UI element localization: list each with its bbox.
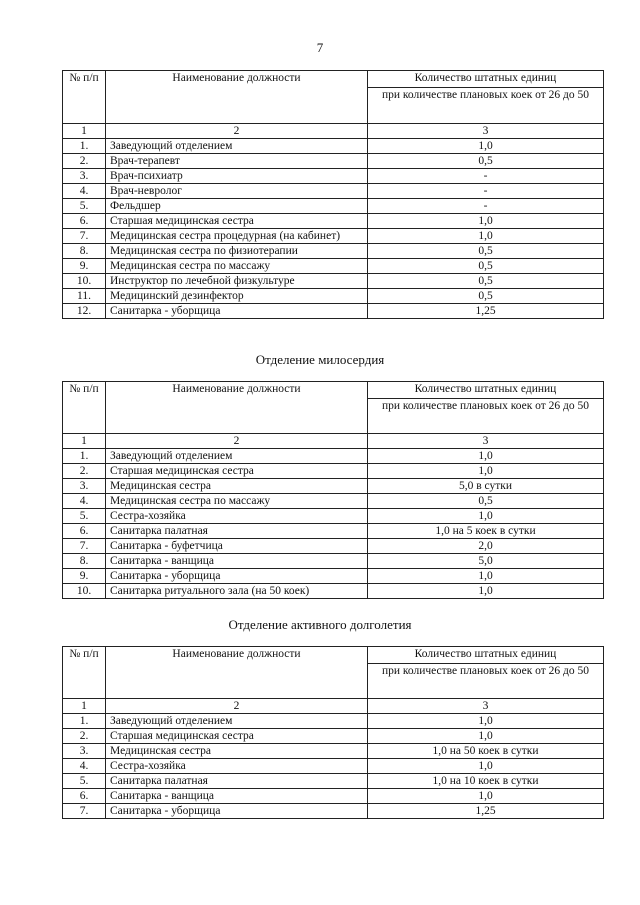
position-name: Медицинская сестра по массажу — [106, 494, 368, 509]
position-name: Санитарка палатная — [106, 524, 368, 539]
table-row — [63, 554, 604, 569]
table-row — [63, 214, 604, 229]
row-number: 5. — [63, 199, 106, 214]
position-name: Медицинская сестра процедурная (на кабинет) — [106, 229, 368, 244]
col-index-3: 3 — [368, 434, 604, 449]
col-index-2: 2 — [106, 699, 368, 714]
staff-quantity: 1,0 на 10 коек в сутки — [368, 774, 604, 789]
header-beds: при количестве плановых коек от 26 до 50 — [368, 399, 604, 434]
staffing-table-3 — [62, 646, 604, 819]
row-number: 10. — [63, 584, 106, 599]
table-row — [63, 464, 604, 479]
staff-quantity: - — [368, 184, 604, 199]
row-number: 7. — [63, 539, 106, 554]
table-row — [63, 714, 604, 729]
row-number: 6. — [63, 524, 106, 539]
col-index-3: 3 — [368, 699, 604, 714]
staffing-table-2 — [62, 381, 604, 599]
table-row — [63, 169, 604, 184]
staff-quantity: 1,0 — [368, 449, 604, 464]
staff-quantity: 0,5 — [368, 494, 604, 509]
col-index-1: 1 — [63, 434, 106, 449]
staff-quantity: 1,0 на 50 коек в сутки — [368, 744, 604, 759]
staff-quantity: 1,0 — [368, 229, 604, 244]
row-number: 4. — [63, 184, 106, 199]
position-name: Старшая медицинская сестра — [106, 214, 368, 229]
staff-quantity: 1,0 — [368, 569, 604, 584]
table-row — [63, 539, 604, 554]
table-row — [63, 304, 604, 319]
position-name: Санитарка - ванщица — [106, 789, 368, 804]
row-number: 2. — [63, 464, 106, 479]
row-number: 2. — [63, 729, 106, 744]
position-name: Санитарка - уборщица — [106, 569, 368, 584]
position-name: Старшая медицинская сестра — [106, 464, 368, 479]
position-name: Санитарка - ванщица — [106, 554, 368, 569]
row-number: 8. — [63, 244, 106, 259]
section-title-active-longevity: Отделение активного долголетия — [228, 617, 412, 632]
header-position: Наименование должности — [106, 71, 368, 124]
staff-quantity: 0,5 — [368, 259, 604, 274]
header-beds: при количестве плановых коек от 26 до 50 — [368, 88, 604, 124]
row-number: 9. — [63, 259, 106, 274]
row-number: 7. — [63, 229, 106, 244]
staff-quantity: 1,0 — [368, 214, 604, 229]
page-number: 7 — [316, 40, 324, 55]
table-row — [63, 479, 604, 494]
row-number: 7. — [63, 804, 106, 819]
position-name: Врач-терапевт — [106, 154, 368, 169]
staff-quantity: 0,5 — [368, 274, 604, 289]
col-index-2: 2 — [106, 434, 368, 449]
staff-quantity: 2,0 — [368, 539, 604, 554]
staff-quantity: 1,0 — [368, 714, 604, 729]
staff-quantity: 1,0 на 5 коек в сутки — [368, 524, 604, 539]
position-name: Санитарка - уборщица — [106, 804, 368, 819]
col-index-1: 1 — [63, 124, 106, 139]
header-quantity: Количество штатных единиц — [368, 71, 604, 88]
staff-quantity: 1,0 — [368, 789, 604, 804]
header-num: № п/п — [63, 647, 106, 699]
table-row — [63, 729, 604, 744]
table-row — [63, 509, 604, 524]
header-position: Наименование должности — [106, 382, 368, 434]
position-name: Медицинская сестра — [106, 479, 368, 494]
position-name: Инструктор по лечебной физкультуре — [106, 274, 368, 289]
row-number: 12. — [63, 304, 106, 319]
position-name: Заведующий отделением — [106, 139, 368, 154]
staff-quantity: 0,5 — [368, 289, 604, 304]
header-num: № п/п — [63, 71, 106, 124]
position-name: Медицинская сестра — [106, 744, 368, 759]
position-name: Сестра-хозяйка — [106, 509, 368, 524]
table-row — [63, 494, 604, 509]
staff-quantity: 5,0 — [368, 554, 604, 569]
staff-quantity: 1,25 — [368, 804, 604, 819]
position-name: Заведующий отделением — [106, 449, 368, 464]
staff-quantity: 0,5 — [368, 244, 604, 259]
row-number: 11. — [63, 289, 106, 304]
staff-quantity: - — [368, 199, 604, 214]
header-beds: при количестве плановых коек от 26 до 50 — [368, 664, 604, 699]
position-name: Фельдшер — [106, 199, 368, 214]
row-number: 5. — [63, 774, 106, 789]
table-row — [63, 199, 604, 214]
table-row — [63, 274, 604, 289]
table-row — [63, 154, 604, 169]
position-name: Санитарка палатная — [106, 774, 368, 789]
col-index-3: 3 — [368, 124, 604, 139]
table-row — [63, 744, 604, 759]
staff-quantity: 1,0 — [368, 729, 604, 744]
row-number: 3. — [63, 479, 106, 494]
staff-quantity: 1,0 — [368, 139, 604, 154]
staff-quantity: 1,0 — [368, 759, 604, 774]
position-name: Медицинский дезинфектор — [106, 289, 368, 304]
position-name: Старшая медицинская сестра — [106, 729, 368, 744]
staff-quantity: - — [368, 169, 604, 184]
position-name: Санитарка - буфетчица — [106, 539, 368, 554]
row-number: 6. — [63, 789, 106, 804]
header-quantity: Количество штатных единиц — [368, 647, 604, 664]
staff-quantity: 1,0 — [368, 464, 604, 479]
row-number: 9. — [63, 569, 106, 584]
col-index-1: 1 — [63, 699, 106, 714]
col-index-2: 2 — [106, 124, 368, 139]
row-number: 1. — [63, 139, 106, 154]
position-name: Сестра-хозяйка — [106, 759, 368, 774]
position-name: Санитарка ритуального зала (на 50 коек) — [106, 584, 368, 599]
table-row — [63, 244, 604, 259]
row-number: 5. — [63, 509, 106, 524]
position-name: Санитарка - уборщица — [106, 304, 368, 319]
staff-quantity: 5,0 в сутки — [368, 479, 604, 494]
row-number: 3. — [63, 169, 106, 184]
position-name: Медицинская сестра по массажу — [106, 259, 368, 274]
row-number: 2. — [63, 154, 106, 169]
header-position: Наименование должности — [106, 647, 368, 699]
header-num: № п/п — [63, 382, 106, 434]
position-name: Заведующий отделением — [106, 714, 368, 729]
table-row — [63, 804, 604, 819]
table-row — [63, 259, 604, 274]
row-number: 10. — [63, 274, 106, 289]
section-title-mercy: Отделение милосердия — [255, 352, 385, 367]
row-number: 1. — [63, 714, 106, 729]
table-row — [63, 584, 604, 599]
table-row — [63, 759, 604, 774]
staffing-table-1 — [62, 70, 604, 319]
row-number: 4. — [63, 759, 106, 774]
header-quantity: Количество штатных единиц — [368, 382, 604, 399]
staff-quantity: 1,0 — [368, 509, 604, 524]
table-row — [63, 449, 604, 464]
position-name: Врач-психиатр — [106, 169, 368, 184]
table-row — [63, 139, 604, 154]
table-row — [63, 289, 604, 304]
row-number: 8. — [63, 554, 106, 569]
row-number: 1. — [63, 449, 106, 464]
row-number: 4. — [63, 494, 106, 509]
row-number: 3. — [63, 744, 106, 759]
table-row — [63, 229, 604, 244]
table-row — [63, 789, 604, 804]
table-row — [63, 184, 604, 199]
staff-quantity: 0,5 — [368, 154, 604, 169]
table-row — [63, 524, 604, 539]
row-number: 6. — [63, 214, 106, 229]
staff-quantity: 1,25 — [368, 304, 604, 319]
position-name: Врач-невролог — [106, 184, 368, 199]
position-name: Медицинская сестра по физиотерапии — [106, 244, 368, 259]
staff-quantity: 1,0 — [368, 584, 604, 599]
table-row — [63, 774, 604, 789]
table-row — [63, 569, 604, 584]
